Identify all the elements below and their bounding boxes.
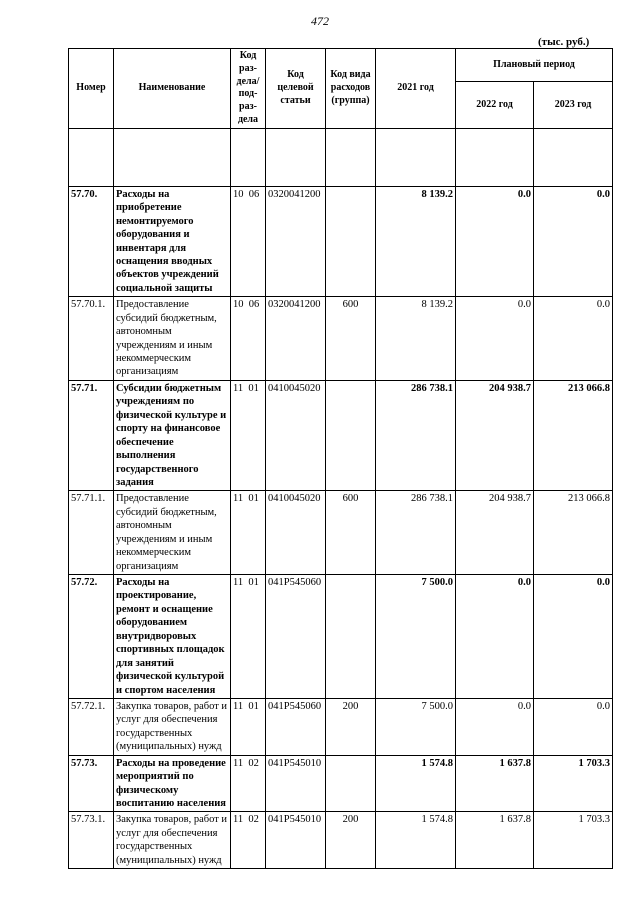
row-value-2022: 0.0	[456, 297, 534, 381]
row-value-2023: 0.0	[534, 186, 613, 297]
row-target-code: 0320041200	[266, 297, 326, 381]
row-value-2023: 0.0	[534, 575, 613, 699]
row-number: 57.72.	[69, 575, 114, 699]
row-section: 11	[233, 382, 244, 394]
row-name: Закупка товаров, работ и услуг для обеспечения государственных (муниципальных) нужд	[114, 698, 231, 755]
row-expense-type: 200	[326, 698, 376, 755]
row-value-2021: 1 574.8	[376, 755, 456, 812]
header-2023: 2023 год	[534, 82, 613, 129]
table-row	[69, 186, 613, 297]
row-number: 57.73.1.	[69, 812, 114, 869]
units-label: (тыс. руб.)	[538, 36, 590, 48]
row-expense-type: 600	[326, 297, 376, 381]
row-section-code	[231, 698, 266, 755]
row-name: Закупка товаров, работ и услуг для обеспечения государственных (муниципальных) нужд	[114, 812, 231, 869]
row-value-2023: 213 066.8	[534, 380, 613, 491]
table-row	[69, 575, 613, 699]
row-number: 57.70.	[69, 186, 114, 297]
row-number: 57.73.	[69, 755, 114, 812]
row-value-2023: 213 066.8	[534, 491, 613, 575]
row-target-code: 041P545010	[266, 755, 326, 812]
row-value-2022: 204 938.7	[456, 491, 534, 575]
header-name: Наименование	[114, 49, 231, 129]
row-subsection: 01	[248, 700, 259, 712]
row-section: 11	[233, 757, 244, 769]
row-target-code: 041P545010	[266, 812, 326, 869]
row-section: 11	[233, 814, 244, 826]
row-expense-type: 200	[326, 812, 376, 869]
budget-table	[68, 48, 613, 869]
row-number: 57.72.1.	[69, 698, 114, 755]
row-value-2023: 0.0	[534, 297, 613, 381]
row-section: 11	[233, 577, 244, 589]
row-subsection: 06	[248, 299, 260, 311]
page-number: 472	[311, 14, 329, 28]
row-section: 11	[233, 700, 244, 712]
row-name: Расходы на проектирование, ремонт и оснащение оборудованием внутридворовых спортивных площадок для занятий физической культурой и спортом населения	[114, 575, 231, 699]
row-section: 10	[233, 299, 244, 311]
row-expense-type	[326, 380, 376, 491]
row-value-2023: 1 703.3	[534, 812, 613, 869]
row-target-code: 041P545060	[266, 575, 326, 699]
budget-rows	[69, 186, 613, 868]
header-target: Код целевой статьи	[266, 49, 326, 129]
row-name: Предоставление субсидий бюджетным, автономным учреждениям и иным некоммерческим организациям	[114, 297, 231, 381]
row-value-2022: 0.0	[456, 575, 534, 699]
row-section-code	[231, 297, 266, 381]
row-value-2021: 8 139.2	[376, 297, 456, 381]
row-value-2021: 286 738.1	[376, 491, 456, 575]
row-name: Субсидии бюджетным учреждениям по физической культуре и спорту на финансовое обеспечение выполнения государственного задания	[114, 380, 231, 491]
row-target-code: 0410045020	[266, 380, 326, 491]
table-row	[69, 297, 613, 381]
header-2022: 2022 год	[456, 82, 534, 129]
header-expense-type: Код вида расходов (группа)	[326, 49, 376, 129]
row-expense-type	[326, 755, 376, 812]
row-section-code	[231, 755, 266, 812]
row-subsection: 01	[248, 577, 259, 589]
row-value-2023: 0.0	[534, 698, 613, 755]
table-row	[69, 755, 613, 812]
header-section: Код раз-дела/ под-раз-дела	[231, 49, 266, 129]
row-value-2021: 286 738.1	[376, 380, 456, 491]
row-value-2021: 1 574.8	[376, 812, 456, 869]
header-plan-period: Плановый период	[456, 49, 613, 82]
header-2021: 2021 год	[376, 49, 456, 129]
row-number: 57.70.1.	[69, 297, 114, 381]
row-name: Предоставление субсидий бюджетным, автономным учреждениям и иным некоммерческим организациям	[114, 491, 231, 575]
row-value-2021: 8 139.2	[376, 186, 456, 297]
row-value-2023: 1 703.3	[534, 755, 613, 812]
header-number: Номер	[69, 49, 114, 129]
row-target-code: 041P545060	[266, 698, 326, 755]
row-name: Расходы на проведение мероприятий по физическому воспитанию населения	[114, 755, 231, 812]
row-section-code	[231, 380, 266, 491]
table-row	[69, 812, 613, 869]
row-value-2022: 0.0	[456, 186, 534, 297]
row-value-2022: 1 637.8	[456, 755, 534, 812]
table-row	[69, 491, 613, 575]
row-name: Расходы на приобретение немонтируемого оборудования и инвентаря для оснащения вводных объектов учреждений социальной защиты	[114, 186, 231, 297]
row-subsection: 06	[248, 188, 260, 200]
row-expense-type	[326, 186, 376, 297]
row-section-code	[231, 491, 266, 575]
row-section: 10	[233, 188, 244, 200]
row-target-code: 0320041200	[266, 186, 326, 297]
header-spacer-row	[69, 128, 613, 186]
row-section-code	[231, 575, 266, 699]
row-value-2022: 204 938.7	[456, 380, 534, 491]
row-expense-type: 600	[326, 491, 376, 575]
row-subsection: 02	[248, 814, 259, 826]
row-subsection: 01	[248, 382, 259, 394]
row-section-code	[231, 186, 266, 297]
row-section: 11	[233, 493, 244, 505]
row-value-2022: 1 637.8	[456, 812, 534, 869]
row-target-code: 0410045020	[266, 491, 326, 575]
row-subsection: 01	[248, 493, 259, 505]
row-number: 57.71.	[69, 380, 114, 491]
row-expense-type	[326, 575, 376, 699]
row-section-code	[231, 812, 266, 869]
row-value-2022: 0.0	[456, 698, 534, 755]
row-value-2021: 7 500.0	[376, 698, 456, 755]
row-subsection: 02	[248, 757, 259, 769]
table-row	[69, 380, 613, 491]
table-row	[69, 698, 613, 755]
row-number: 57.71.1.	[69, 491, 114, 575]
row-value-2021: 7 500.0	[376, 575, 456, 699]
